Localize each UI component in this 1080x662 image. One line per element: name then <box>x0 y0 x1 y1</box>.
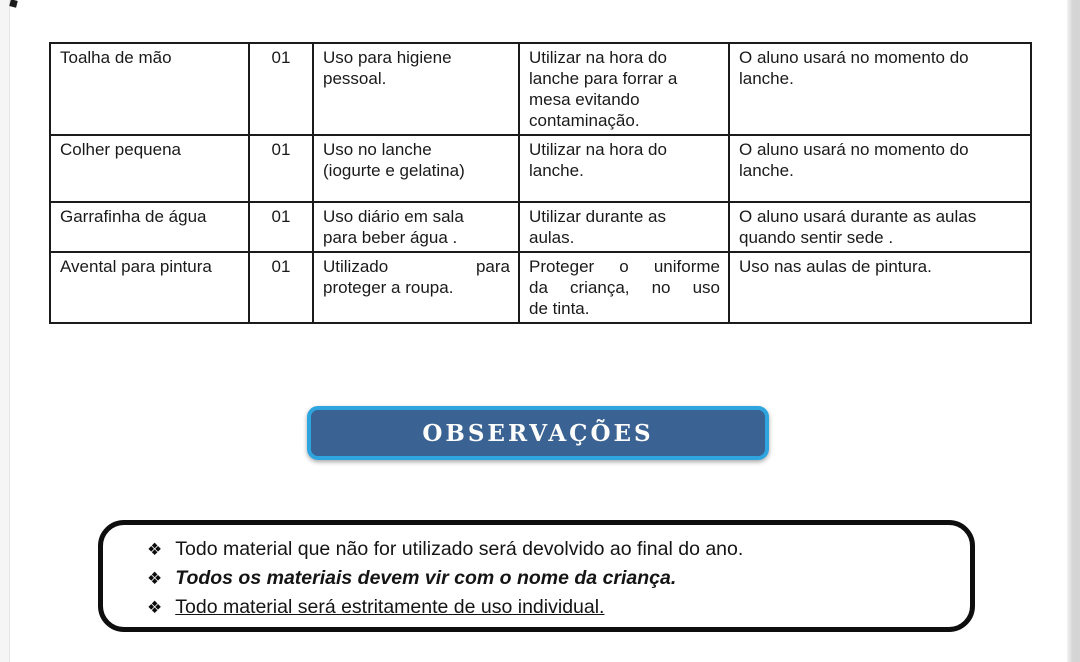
table-cell: Uso para higiene pessoal. <box>313 43 519 135</box>
materials-table-body <box>50 43 1031 323</box>
table-row <box>50 202 1031 252</box>
observacoes-button[interactable] <box>307 406 769 460</box>
table-cell: 01 <box>249 252 313 323</box>
notes-list <box>103 525 970 622</box>
table-row <box>50 43 1031 135</box>
diamond-bullet-icon: ❖ <box>147 598 163 618</box>
table-cell: Toalha de mão <box>50 43 249 135</box>
table-cell: Avental para pintura <box>50 252 249 323</box>
observacoes-label: OBSERVAÇÕES <box>422 419 654 447</box>
table-cell: O aluno usará no momento do lanche. <box>729 43 1031 135</box>
table-cell: Utilizar durante as aulas. <box>519 202 729 252</box>
page-right-margin-strip <box>1067 0 1080 662</box>
diamond-bullet-icon: ❖ <box>147 569 163 589</box>
note-text: Todos os materiais devem vir com o nome da criança. <box>175 567 677 589</box>
table-cell: Garrafinha de água <box>50 202 249 252</box>
table-cell: Uso nas aulas de pintura. <box>729 252 1031 323</box>
table-cell: 01 <box>249 202 313 252</box>
materials-table-container <box>49 42 1030 324</box>
note-text: Todo material que não for utilizado será devolvido ao final do ano. <box>175 538 744 560</box>
table-row <box>50 135 1031 202</box>
table-cell: 01 <box>249 43 313 135</box>
list-item <box>147 564 950 593</box>
table-cell: 01 <box>249 135 313 202</box>
note-text: Todo material será estritamente de uso individual. <box>175 596 605 618</box>
list-item <box>147 535 950 564</box>
page-corner-mark <box>9 0 17 8</box>
table-cell: O aluno usará durante as aulas quando sentir sede . <box>729 202 1031 252</box>
table-cell: Utilizar na hora do lanche. <box>519 135 729 202</box>
table-cell: Utilizado para proteger a roupa. <box>313 252 519 323</box>
page-left-margin-strip <box>0 0 10 662</box>
notes-box <box>98 520 975 632</box>
table-cell: Uso no lanche (iogurte e gelatina) <box>313 135 519 202</box>
diamond-bullet-icon: ❖ <box>147 540 163 560</box>
table-cell: O aluno usará no momento do lanche. <box>729 135 1031 202</box>
table-cell: Utilizar na hora do lanche para forrar a mesa evitando contaminação. <box>519 43 729 135</box>
table-cell: Proteger o uniforme da criança, no uso de tinta. <box>519 252 729 323</box>
table-row <box>50 252 1031 323</box>
table-cell: Uso diário em sala para beber água . <box>313 202 519 252</box>
table-cell: Colher pequena <box>50 135 249 202</box>
materials-table <box>49 42 1032 324</box>
list-item <box>147 593 950 622</box>
